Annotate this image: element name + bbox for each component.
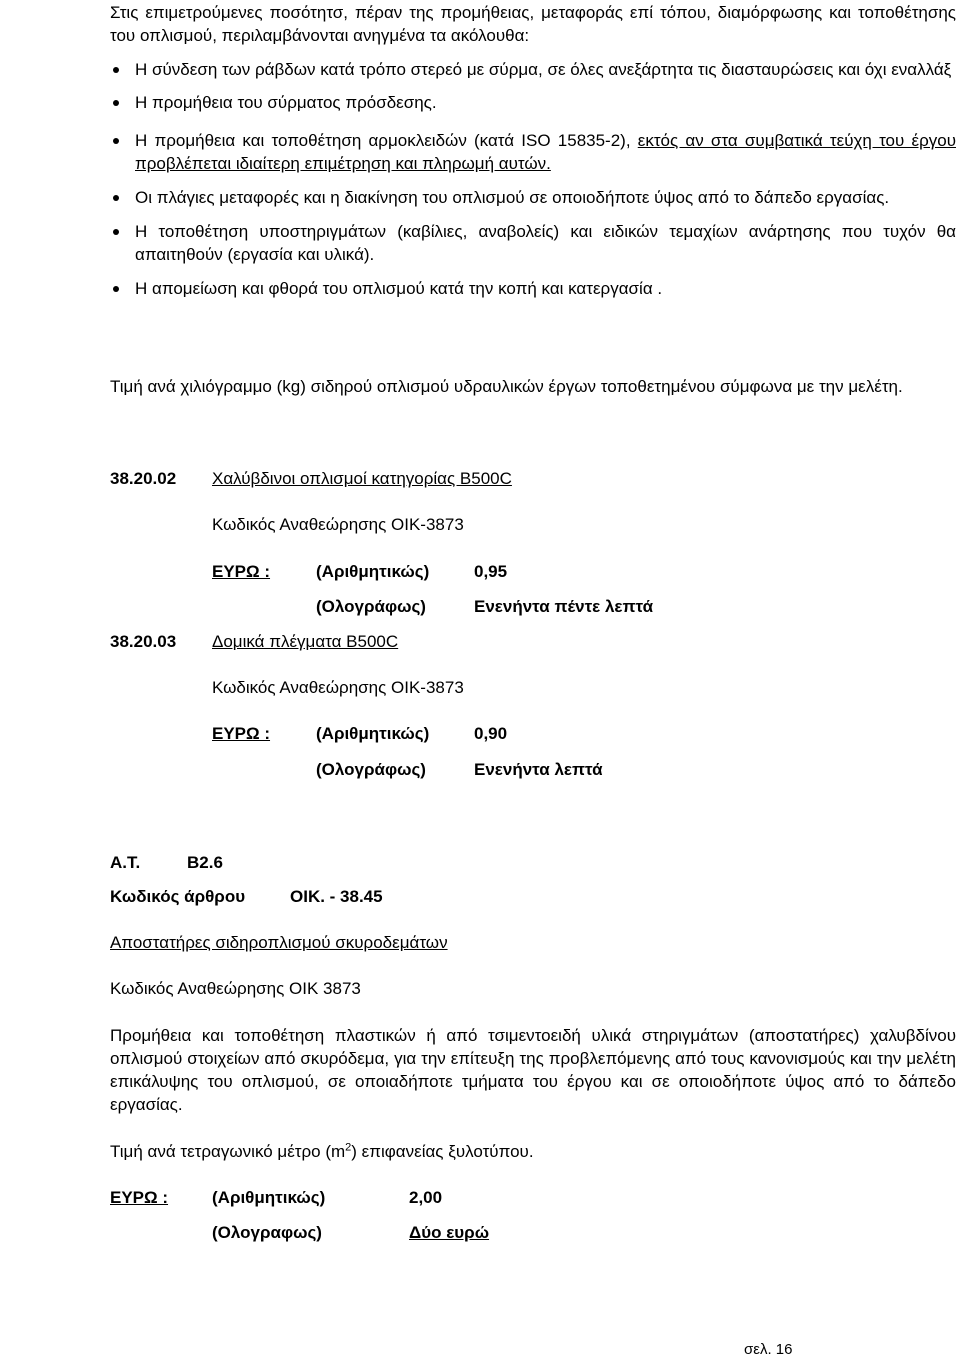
- article-code-value: ΟΙΚ. - 38.45: [290, 887, 383, 906]
- numeric-price: 2,00: [409, 1188, 443, 1207]
- item-title: Δομικά πλέγματα Β500C: [212, 632, 399, 651]
- numeric-label: (Αριθμητικώς): [316, 724, 430, 743]
- item-code: 38.20.02: [110, 469, 177, 488]
- article-description: Προμήθεια και τοποθέτηση πλαστικών ή από τσιμεντοειδή υλικά στηριγμάτων (αποστατήρες) χαλυβδίνου οπλισμού στοιχείων από σκυρόδεμα, για την επίτευξη της προβλεπόμενης από τους κανονισμούς και την μελέτη επικάλυψης του οπλισμού, σε οποιαδήποτε τμήματα του έργου και σε οποιοδήποτε ύψος από το δάπεδο εργασίας.: [110, 1026, 956, 1114]
- list-item: Η προμήθεια και τοποθέτηση αρμοκλειδών (κατά ISO 15835-2), εκτός αν στα συμβατικά τεύχη του έργου προβλέπεται ιδιαίτερη επιμέτρηση και πληρωμή αυτών.: [110, 129, 956, 175]
- item-title: Χαλύβδινοι οπλισμοί κατηγορίας Β500C: [212, 469, 512, 488]
- revision-code: Κωδικός Αναθεώρησης ΟΙΚ-3873: [212, 515, 464, 534]
- price-basis-paragraph: Τιμή ανά χιλιόγραμμο (kg) σιδηρού οπλισμού υδραυλικών έργων τοποθετημένου σύμφωνα με την μελέτη.: [110, 377, 903, 396]
- unit-basis: Τιμή ανά τετραγωνικό μέτρο $(m^2)$ επιφανείας ξυλοτύπου.: [110, 1141, 534, 1161]
- euro-label: ΕΥΡΩ :: [110, 1188, 169, 1207]
- page-number: σελ. 16: [744, 1341, 793, 1358]
- list-item: Οι πλάγιες μεταφορές και η διακίνηση του οπλισμού σε οποιοδήποτε ύψος από το δάπεδο εργασίας.: [110, 186, 956, 209]
- words-label: (Ολογραφως): [212, 1223, 322, 1242]
- words-label: (Ολογράφως): [316, 597, 426, 616]
- numeric-label: (Αριθμητικώς): [316, 562, 430, 581]
- article-code-label: Κωδικός άρθρου: [110, 887, 246, 906]
- words-price: Ενενήντα λεπτά: [474, 760, 603, 779]
- words-price: Δύο ευρώ: [409, 1223, 490, 1242]
- numeric-price: 0,95: [474, 562, 508, 581]
- words-label: (Ολογράφως): [316, 760, 426, 779]
- inclusions-list: [110, 58, 956, 300]
- list-item: Η απομείωση και φθορά του οπλισμού κατά την κοπή και κατεργασία .: [110, 277, 956, 300]
- revision-code: Κωδικός Αναθεώρησης ΟΙΚ 3873: [110, 979, 361, 998]
- revision-code: Κωδικός Αναθεώρησης ΟΙΚ-3873: [212, 678, 464, 697]
- article-title: Αποστατήρες σιδηροπλισμού σκυροδεμάτων: [110, 933, 448, 952]
- list-item: Η τοποθέτηση υποστηριγμάτων (καβίλιες, αναβολείς) και ειδικών τεμαχίων ανάρτησης που τυχόν θα απαιτηθούν (εργασία και υλικά).: [110, 220, 956, 266]
- contract-exception-note: εκτός αν στα συμβατικά τεύχη του έργου προβλέπεται ιδιαίτερη επιμέτρηση και πληρωμή αυτών.: [135, 131, 956, 173]
- at-label: Α.Τ.: [110, 853, 141, 872]
- at-value: Β2.6: [187, 853, 223, 872]
- euro-label: ΕΥΡΩ :: [212, 562, 271, 581]
- list-item: Η σύνδεση των ράβδων κατά τρόπο στερεό με σύρμα, σε όλες ανεξάρτητα τις διασταυρώσεις και όχι εναλλάξ: [110, 58, 956, 81]
- euro-label: ΕΥΡΩ :: [212, 724, 271, 743]
- item-code: 38.20.03: [110, 632, 177, 651]
- numeric-label: (Αριθμητικώς): [212, 1188, 326, 1207]
- intro-paragraph: Στις επιμετρούμενες ποσότητσ, πέραν της προμήθειας, μεταφοράς επί τόπου, διαμόρφωσης και τοποθέτησης του οπλισμού, περιλαμβάνονται ανηγμένα τα ακόλουθα:: [110, 3, 956, 45]
- list-item: Η προμήθεια του σύρματος πρόσδεσης.: [110, 91, 956, 114]
- numeric-price: 0,90: [474, 724, 508, 743]
- words-price: Ενενήντα πέντε λεπτά: [474, 597, 654, 616]
